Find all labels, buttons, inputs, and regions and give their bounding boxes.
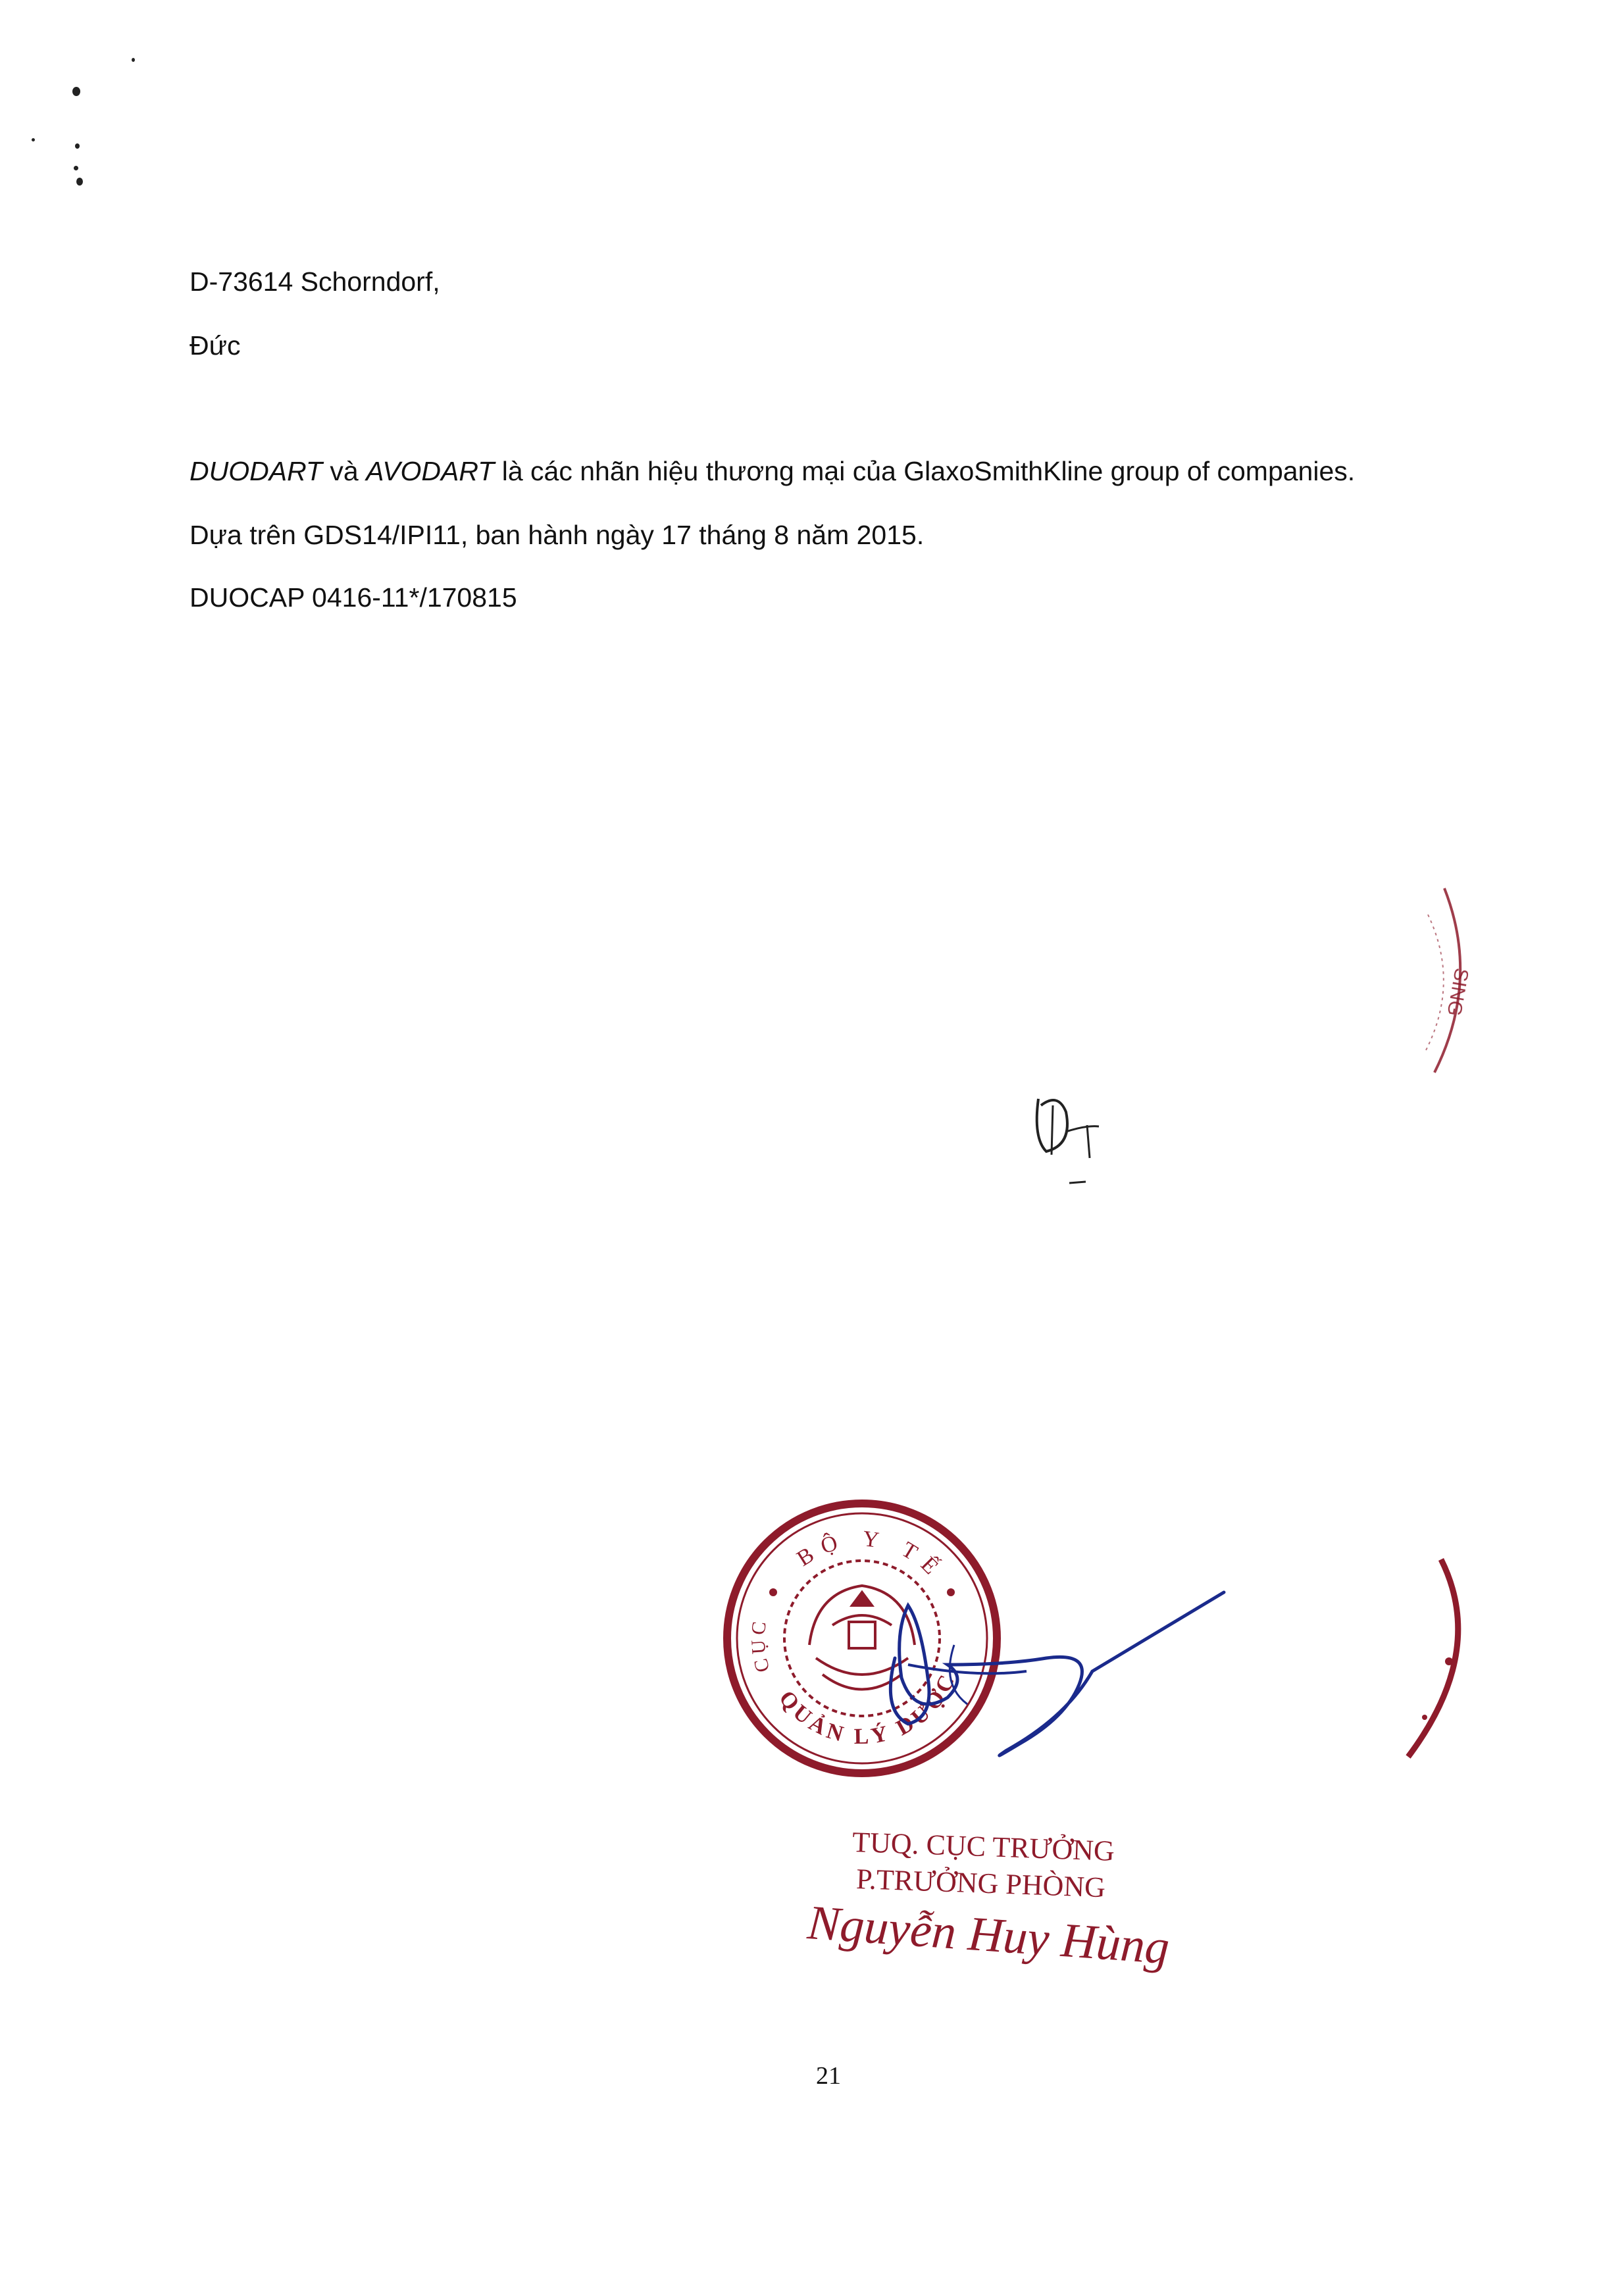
brand-avodart: AVODART xyxy=(366,456,495,486)
partial-stamp-lower xyxy=(1388,1553,1481,1770)
signatory-name: Nguyễn Huy Hùng xyxy=(805,1896,1171,1975)
scan-speck xyxy=(74,166,78,170)
basis-statement: Dựa trên GDS14/IPI11, ban hành ngày 17 tháng 8 năm 2015. xyxy=(190,520,925,550)
trademark-rest: là các nhãn hiệu thương mại của GlaxoSmithKline group of companies. xyxy=(501,456,1356,486)
address-country: Đức xyxy=(190,330,241,361)
seal-bottom-text: QUẢN LÝ DƯỢC xyxy=(774,1667,961,1750)
product-code: DUOCAP 0416-11*/170815 xyxy=(190,582,517,613)
initials-mark xyxy=(1027,1086,1112,1198)
address-line: D-73614 Schorndorf, xyxy=(190,266,440,297)
trademark-statement xyxy=(190,458,1355,485)
seal-left-text: CỤC xyxy=(747,1616,774,1675)
scan-speck xyxy=(72,87,80,96)
seal-top-text: BỘ Y TẾ xyxy=(792,1526,950,1586)
scan-speck xyxy=(75,143,80,149)
partial-stamp-text: SING xyxy=(1442,966,1473,1018)
partial-stamp-upper xyxy=(1408,875,1481,1092)
brand-duodart: DUODART xyxy=(190,456,322,486)
scan-speck xyxy=(76,178,83,186)
signatory-title: TUQ. CỤC TRƯỞNG xyxy=(851,1826,1115,1867)
trademark-conjunction: và xyxy=(330,456,359,486)
scan-speck xyxy=(132,58,135,62)
page-number: 21 xyxy=(816,2062,841,2090)
scan-speck xyxy=(32,138,35,141)
signature xyxy=(855,1566,1237,1763)
signatory-position: P.TRƯỞNG PHÒNG xyxy=(855,1863,1106,1904)
